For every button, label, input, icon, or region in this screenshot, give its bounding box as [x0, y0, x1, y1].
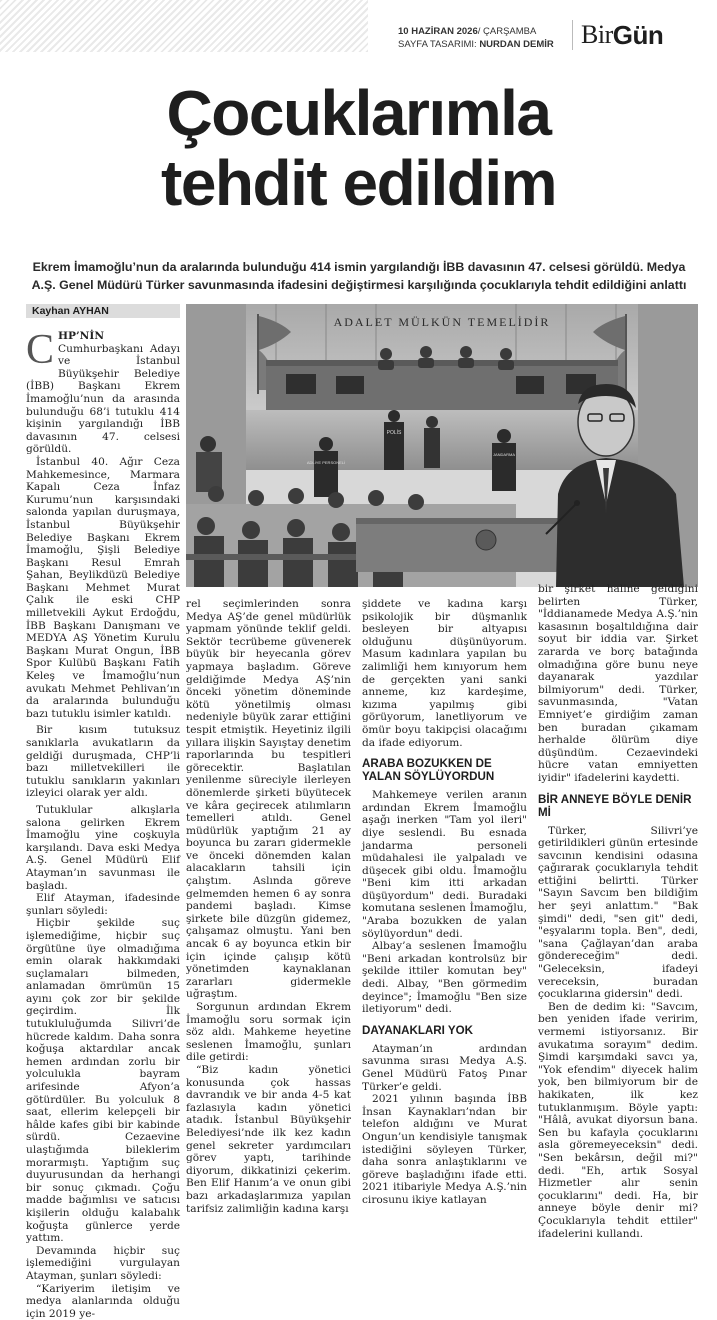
- col2-p2: Sorgunun ardından Ekrem İmamoğlu soru sormak için söz aldı. Mahkeme heyetine seslenen İmamoğlu, şunları dile getirdi:: [186, 1001, 351, 1064]
- dropcap: C: [26, 327, 55, 373]
- col1-p8: “Kariyerim iletişim ve medya alanlarında olduğu için 2019 ye-: [26, 1282, 180, 1320]
- header-pattern: [0, 0, 368, 52]
- lead-bold: HP’NİN: [58, 330, 105, 342]
- subheading-dayanaklari: DAYANAKLARI YOK: [362, 1023, 474, 1037]
- page-designer: [398, 39, 568, 51]
- police-label: POLİS: [386, 430, 402, 436]
- issue-date: 10 HAZİRAN 2026/ ÇARŞAMBA: [398, 26, 537, 37]
- col2-p1: rel seçimlerinden sonra Medya AŞ’de genel müdürlük yapmam yönünde teklif geldi. Sektör tecrübeme güvenerek büyük bir heyecanla görev yapmaya başladım. Göreve geldiğimde Medya AŞ’nin önceki yönetim döneminde kötü yönetilmiş olması nedeniyle büyük zarar ettiğini tespit etmiştik. Heyetiniz ilgili yıllara ilişkin Sayıştay denetim raporlarında bu tespitleri görecektir. Başlatılan yenilenme süreciyle ilerleyen dönemlerde şirketi büyütecek ve kâra geçirecek atılımların temelleri atıldı. Genel müdürlük yaptığım 21 ay boyunca bu zararı gidermekle ve önceki dönemden kalan alacakların tahsili için çalıştım. Aslında göreve gelmemden hemen 6 ay sonra pandemi başladı. Kimse şirkete bile düzgün gidemez, çalışamaz olmuştu. Yani ben ancak 6 ay boyunca etkin bir için içinde çalışıp kötü yönetimden kaynaklanan zararları gidermekle uğraştım.: [186, 598, 351, 1001]
- col4-p1: bir şirket haline geldiğini belirten Türker, "İddianamede Medya A.Ş.’nin kasasının boşaltıldığına dair soyut bir iddia var. Şirket zararda ve borç batağında olmadığına göre bunu neye dayanarak yazdılar bilmiyorum" dedi. Türker, savunmasında, "Vatan Emniyet’e girdiğim zaman ben buradan çıkamam herhalde ölürüm diye düşündüm. Cezaevindeki hücre vatan emniyetten iyidir" ifadelerini kaydetti.: [538, 583, 698, 784]
- spot-text: Ekrem İmamoğlu’nun da aralarında bulunduğu 414 ismin yargılandığı İBB davasının 47. celsesi görüldü. Medya A.Ş. Genel Müdürü Türker savunmasında ifadesini değiştirmesi karşılığında çocuklarıyla tehdit edildiğini anlattı: [31, 260, 687, 292]
- date-text: 10 HAZİRAN 2026: [398, 26, 478, 37]
- wall-inscription: ADALET MÜLKÜN TEMELİDİR: [333, 315, 551, 329]
- gendarme-label: JANDARMA: [492, 452, 516, 457]
- col1-p3: Bir kısım tutuksuz sanıklarla avukatların da geldiği duruşmada, CHP’li bazı milletvekilleri ile tutuklu sanıkların yakınları izleyici olarak yer aldı.: [26, 724, 180, 800]
- col3-p2: Mahkemeye verilen aranın ardından Ekrem İmamoğlu aşağı inerken "Tam yol ileri" diye seslendi. Bu esnada jandarma personeli müdahalesi ile yalpaladı ve düşecek gibi oldu. İmamoğlu "Beni kim itti arkadan düşüyordum" dedi. Buradaki komutana seslenen İmamoğlu, "Araba bozukken de yalan söylüyordun" dedi.: [362, 789, 527, 940]
- designer-name: NURDAN DEMİR: [479, 39, 554, 50]
- article-column-3: [362, 598, 527, 1207]
- col3-p3: Albay’a seslenen İmamoğlu "Beni arkadan kontrolsüz bir şekilde ittiler komutan bey" dedi. Albay, "Ben görmedim deyince"; İmamoğlu "Ben size iletiyorum" dedi.: [362, 940, 527, 1016]
- staff-label: ADLİYE PERSONELİ: [306, 460, 346, 465]
- article-column-4: [538, 583, 698, 1240]
- logo-bir: Bir: [581, 20, 613, 49]
- col1-p5: Elif Atayman, ifadesinde şunları söyledi:: [26, 892, 180, 917]
- headline-line-2: tehdit edildim: [161, 147, 556, 219]
- col1-p6: Hiçbir şekilde suç işlemediğime, hiçbir suç örgütüne üye olmadığıma emin olarak hakkımdaki suçlamaları bilmeden, anlamadan ömrümün 15 ayını çok zor bir şekilde geçirdim. İlk tutukluluğumda Silivri’de hücrede kaldım. Daha sonra koğuşa aktardılar ancak hemen ardından zorlu bir yolculukla bayram arifesinde Afyon’a götürdüler. Bu yolculuk 8 saat, ellerim kelepçeli bir hâlde kafes gibi bir kabinde sürdü. Cezaevine ulaştığımda bileklerim morarmıştı. Yaptığım suç duyurusundan da herhangi bir sonuç çıkmadı. Çoğu madde bağımlısı ve satıcısı kişilerin olduğu kalabalık koğuşta günlerce yerde yattım.: [26, 917, 180, 1245]
- article-column-1: [26, 327, 180, 1320]
- headline: [0, 78, 717, 218]
- col4-p3: Ben de dedim ki: "Savcım, ben yeniden ifade veririm, vermemi istiyorsanız. Bir avukatıma sorayım" dedim. Şimdi karşımdaki savcı ya, "Yok efendim" diyecek halim yok, ben bilmiyorum bir de hakikaten, ilk kez tutuklanmışım. Böyle yaptı: "Hâlâ, avukat diyorsun bana. Sen bu kafayla çocuklarını asla göremeyeceksin" dedi. "Sen bekârsın, değil mi?" dedi. "Eh, artık Sosyal Hizmetler alır senin çocuklarını" dedi. Ha, bir anneye böyle denir mi? Çocuklarıyla tehdit ettiler" ifadelerini kullandı.: [538, 1000, 698, 1240]
- col3-p5: 2021 yılının başında İBB İnsan Kaynakları’ndan bir telefon aldığını ve Murat Ongun’un kendisiyle tanışmak istediğini söyleyen Türker, daha sonra anlaştıklarını ve göreve başladığını ifade etti. 2021 itibariyle Medya A.Ş.’nin cirosunu ikiye katlayan: [362, 1093, 527, 1206]
- article-column-2: [186, 598, 351, 1215]
- subheading-anneye: BİR ANNEYE BÖYLE DENİR Mİ: [538, 792, 692, 819]
- col1-p2: İstanbul 40. Ağır Ceza Mahkemesince, Marmara Kapalı Ceza İnfaz Kurumu’nun karşısındaki salonda yapılan duruşmaya, İstanbul Büyükşehir Belediye Başkanı Ekrem İmamoğlu, Şişli Belediye Başkanı Resul Emrah Şahan, Beylikdüzü Belediye Başkanı Mehmet Murat Çalık ile eski CHP milletvekili Aykut Erdoğdu, İBB Başkanı Danışmanı ve MEDYA AŞ Yönetim Kurulu Başkanı Murat Ongun, İBB Spor Kulübü Başkanı Fatih Keleş ve İmamoğlu’nun avukatı Mehmet Pehlivan’ın da aralarında bulunduğu bazı tutuklu isimler katıldı.: [26, 455, 180, 720]
- col4-p2: Türker, Silivri’ye getirildikleri günün ertesinde savcının kendisini odasına çağırarak çocuklarıyla tehdit ettiğini belirtti. Türker "Sayın Savcım ben bildiğim her şeyi anlattım." "Bak şimdi" dedi, "sen git" dedi, "eşyalarını topla. Ben", dedi, "sana Çağlayan’dan araba göndereceğim" dedi. "Geleceksin, ifadeyi vereceksin, buradan çocuklarına gidersin" dedi.: [538, 824, 698, 1001]
- byline: Kayhan AYHAN: [26, 304, 180, 318]
- weekday-text: ÇARŞAMBA: [483, 26, 537, 37]
- subheading-araba: ARABA BOZUKKEN DE YALAN SÖYLÜYORDUN: [362, 757, 495, 784]
- col3-p1: şiddete ve kadına karşı psikolojik bir düşmanlık besleyen bir altyapısı olduğunu düşünüyorum. Masum kadınlara yapılan bu zalimliği hem kınıyorum hem de gerçekten yani sanki anneme, kız kardeşime, kızıma yapılmış gibi görüyorum, lanetliyorum ve ömür boyu takipçisi olacağımı da ifade ediyorum.: [362, 598, 527, 749]
- col1-p1: Cumhurbaşkanı Adayı ve İstanbul Büyükşehir Belediye (İBB) Başkanı Ekrem İmamoğlu’nun da arasında bulunduğu 68’i tutuklu 414 kişinin yargılandığı İBB davasının 47. celsesi görüldü.: [26, 342, 180, 456]
- col3-p4: Atayman’ın ardından savunma sırası Medya A.Ş. Genel Müdürü Fatoş Pınar Türker’e geldi.: [362, 1042, 527, 1093]
- col1-p7: Devamında hiçbir suç işlemediğini vurgulayan Atayman, şunları söyledi:: [26, 1244, 180, 1282]
- designer-label: SAYFA TASARIMI:: [398, 39, 477, 50]
- defendant-standing: [424, 416, 440, 468]
- headline-line-1: Çocuklarımla: [166, 77, 551, 149]
- logo-gun: Gün: [612, 19, 664, 50]
- newspaper-logo: [572, 20, 692, 50]
- col2-p3: “Biz kadın yönetici konusunda çok hassas davrandık ve bir anda 4-5 kat fazlasıyla kadın yönetici atadık. İstanbul Büyükşehir Belediyesi’nde ilk kez kadın genel sekreter yardımcıları görev yaptı, tarihinde diyorum, dikkatinizi çekerim. Ben Elif Hanım’a ve onun gibi bazı arkadaşlarımıza yapılan tarifsiz zalimliğin kadına karşı: [186, 1063, 351, 1215]
- courtroom-illustration: [186, 304, 698, 587]
- col1-p4: Tutuklular alkışlarla salona gelirken Ekrem İmamoğlu yine coşkuyla karşılandı. Dava eski Medya A.Ş. Genel Müdürü Elif Atayman’ın savunması ile başladı.: [26, 803, 180, 892]
